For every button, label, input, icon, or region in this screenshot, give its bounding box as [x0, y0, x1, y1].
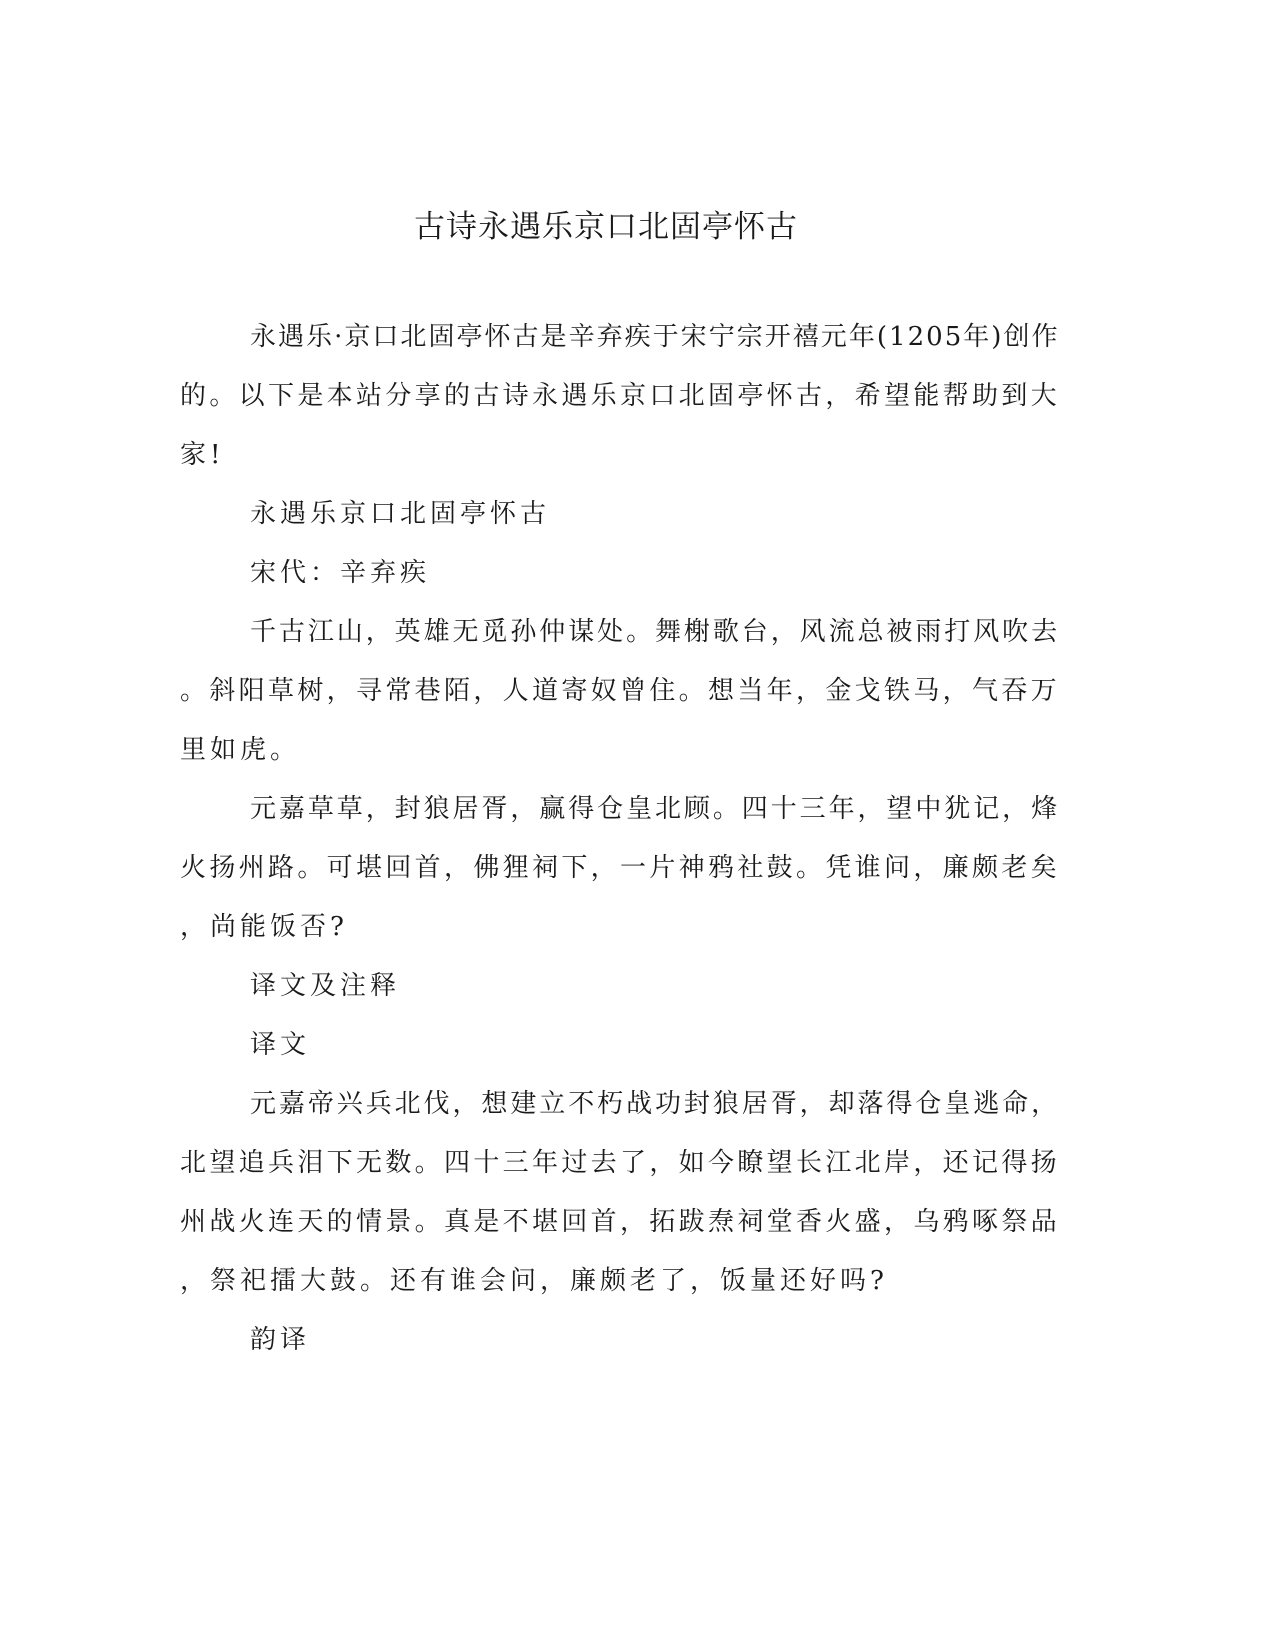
poem-stanza2-line-2: 火扬州路。可堪回首，佛狸祠下，一片神鸦社鼓。凭谁问，廉颇老矣	[180, 853, 1061, 883]
poem-stanza1-line-1: 千古江山，英雄无觅孙仲谋处。舞榭歌台，风流总被雨打风吹去	[250, 617, 1061, 647]
poem-author: 宋代：辛弃疾	[250, 558, 431, 588]
poem-title: 永遇乐京口北固亭怀古	[250, 499, 551, 529]
intro-line-2: 的。以下是本站分享的古诗永遇乐京口北固亭怀古，希望能帮助到大	[180, 381, 1061, 411]
poem-stanza1-line-3: 里如虎。	[180, 735, 301, 765]
intro-line-3: 家!	[180, 440, 225, 470]
section-heading-notes: 译文及注释	[250, 971, 401, 1001]
translation-line-3: 州战火连天的情景。真是不堪回首，拓跋焘祠堂香火盛，乌鸦啄祭品	[180, 1207, 1061, 1237]
section-heading-verse-translation: 韵译	[250, 1325, 311, 1355]
poem-stanza2-line-1: 元嘉草草，封狼居胥，赢得仓皇北顾。四十三年，望中犹记，烽	[250, 794, 1061, 824]
intro-line-1: 永遇乐·京口北固亭怀古是辛弃疾于宋宁宗开禧元年(1205年)创作	[250, 322, 1060, 352]
translation-line-2: 北望追兵泪下无数。四十三年过去了，如今瞭望长江北岸，还记得扬	[180, 1148, 1061, 1178]
section-heading-translation: 译文	[250, 1030, 311, 1060]
translation-line-1: 元嘉帝兴兵北伐，想建立不朽战功封狼居胥，却落得仓皇逃命，	[250, 1089, 1061, 1119]
poem-stanza2-line-3: ，尚能饭否?	[180, 912, 348, 942]
translation-line-4: ，祭祀擂大鼓。还有谁会问，廉颇老了，饭量还好吗?	[180, 1266, 888, 1296]
poem-stanza1-line-2: 。斜阳草树，寻常巷陌，人道寄奴曾住。想当年，金戈铁马，气吞万	[180, 676, 1061, 706]
document-title: 古诗永遇乐京口北固亭怀古	[414, 209, 798, 245]
